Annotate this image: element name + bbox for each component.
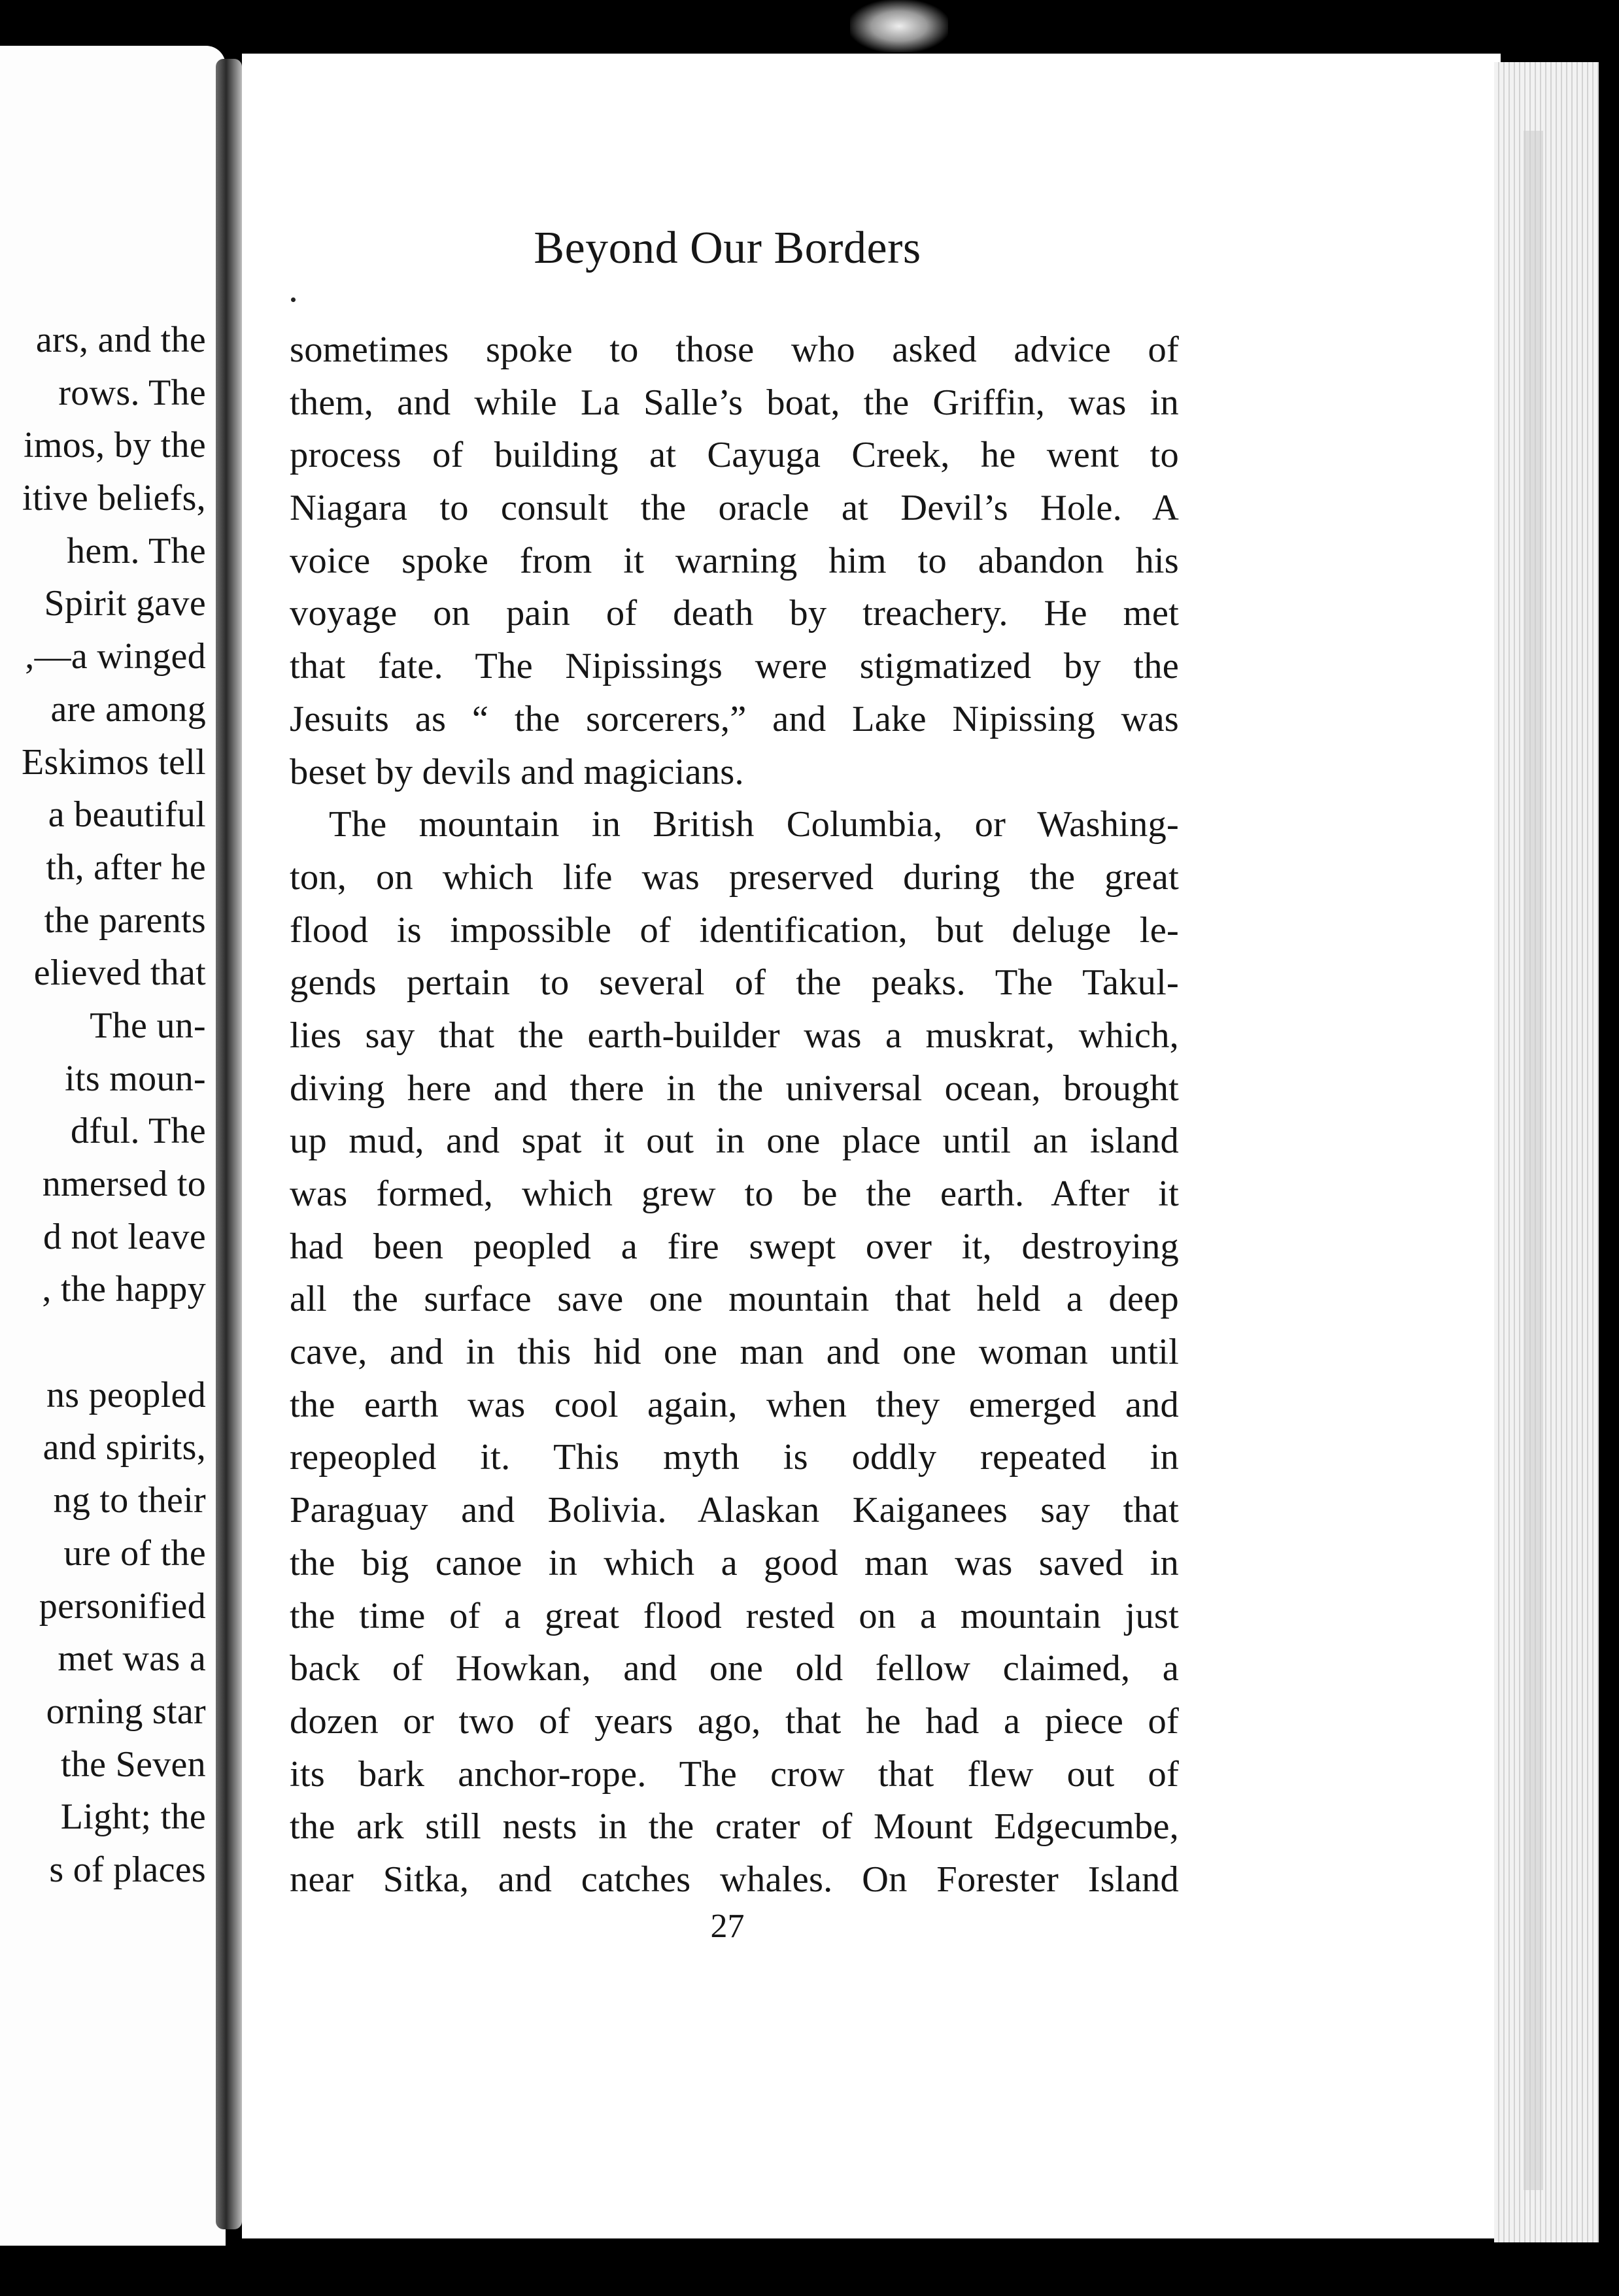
text-line: the big canoe in which a good man was saved in (290, 1542, 1179, 1583)
text-line: all the surface save one mountain that held a deep (290, 1279, 1179, 1320)
left-page-line: th, after he (46, 847, 206, 888)
text-line: voyage on pain of death by treachery. He met (290, 593, 1179, 634)
left-page-line: Eskimos tell (21, 741, 206, 783)
left-page-line: rows. The (58, 372, 206, 413)
left-page-line: s of places (49, 1849, 206, 1890)
left-page-line: a beautiful (48, 794, 206, 836)
text-line: repeopled it. This myth is oddly repeated in (290, 1437, 1179, 1478)
text-line: near Sitka, and catches whales. On Forester Island (290, 1859, 1179, 1900)
left-page-line: itive beliefs, (22, 478, 206, 519)
text-line: beset by devils and magicians. (290, 751, 744, 792)
left-page-line: imos, by the (24, 425, 206, 466)
text-line: had been peopled a fire swept over it, destroying (290, 1226, 1179, 1267)
left-page-line: ars, and the (35, 320, 206, 360)
text-line: Niagara to consult the oracle at Devil’s Hole. A (290, 488, 1179, 529)
book-gutter (216, 59, 242, 2229)
page-edges (1494, 62, 1599, 2242)
left-page-line: ,—a winged (25, 636, 206, 677)
text-line: gends pertain to several of the peaks. The Takul- (290, 962, 1179, 1004)
text-line: the earth was cool again, when they emerged and (290, 1384, 1179, 1425)
left-page-line: met was a (58, 1638, 206, 1680)
page-number: 27 (710, 1908, 745, 1945)
text-line: Jesuits as “ the sorcerers,” and Lake Nipissing was (290, 698, 1179, 739)
page-edges-shadow (1524, 131, 1543, 2190)
text-line: that fate. The Nipissings were stigmatized by the (290, 646, 1179, 687)
left-page-line: the parents (44, 900, 206, 941)
text-line: ton, on which life was preserved during the great (290, 856, 1179, 898)
left-page-line: Spirit gave (44, 583, 206, 624)
left-page-text (0, 314, 206, 1897)
left-page-line: , the happy (42, 1269, 206, 1310)
left-page-line: ng to their (53, 1480, 206, 1521)
left-page-line: and spirits, (43, 1427, 206, 1468)
text-line: was formed, which grew to be the earth. After it (290, 1173, 1179, 1214)
text-line: voice spoke from it warning him to abandon his (290, 540, 1179, 581)
text-line: cave, and in this hid one man and one woman until (290, 1332, 1179, 1373)
left-page-line: its moun- (65, 1058, 206, 1099)
text-line: lies say that the earth-builder was a muskrat, which, (290, 1015, 1179, 1056)
left-page-line: nmersed to (42, 1164, 206, 1204)
left-page-line: ns peopled (46, 1374, 206, 1415)
left-page-line: hem. The (67, 530, 206, 571)
text-line: flood is impossible of identification, but deluge le- (290, 909, 1179, 951)
text-line: the ark still nests in the crater of Mount Edgecumbe, (290, 1806, 1179, 1848)
text-line: back of Howkan, and one old fellow claimed, a (290, 1648, 1179, 1689)
text-line: Paraguay and Bolivia. Alaskan Kaiganees say that (290, 1490, 1179, 1531)
left-page-line: ure of the (63, 1532, 206, 1574)
left-page-line: elieved that (33, 953, 206, 994)
page-speck (291, 297, 296, 302)
running-head: Beyond Our Borders (534, 223, 921, 273)
left-page-line: orning star (46, 1691, 206, 1732)
left-page (0, 46, 226, 2246)
text-line: them, and while La Salle’s boat, the Griffin, was in (290, 382, 1179, 423)
left-page-line: dful. The (71, 1111, 206, 1152)
left-page-line: the Seven (61, 1744, 206, 1785)
text-line: the time of a great flood rested on a mountain just (290, 1595, 1179, 1636)
left-page-line: Light; the (60, 1797, 206, 1838)
left-page-line: personified (39, 1585, 206, 1627)
binding-mark (850, 0, 948, 52)
text-line: its bark anchor-rope. The crow that flew out of (290, 1753, 1179, 1795)
text-line: sometimes spoke to those who asked advice of (290, 329, 1179, 370)
body-text (290, 324, 1179, 1906)
left-page-line (0, 1316, 206, 1369)
left-page-line: d not leave (43, 1216, 206, 1257)
text-line: The mountain in British Columbia, or Washing- (329, 804, 1179, 845)
text-line: up mud, and spat it out in one place until an island (290, 1121, 1179, 1162)
left-page-line: are among (50, 688, 206, 730)
text-line: diving here and there in the universal ocean, brought (290, 1068, 1179, 1109)
text-line: dozen or two of years ago, that he had a piece of (290, 1700, 1179, 1742)
left-page-line: The un- (90, 1005, 206, 1046)
text-line: process of building at Cayuga Creek, he went to (290, 435, 1179, 476)
